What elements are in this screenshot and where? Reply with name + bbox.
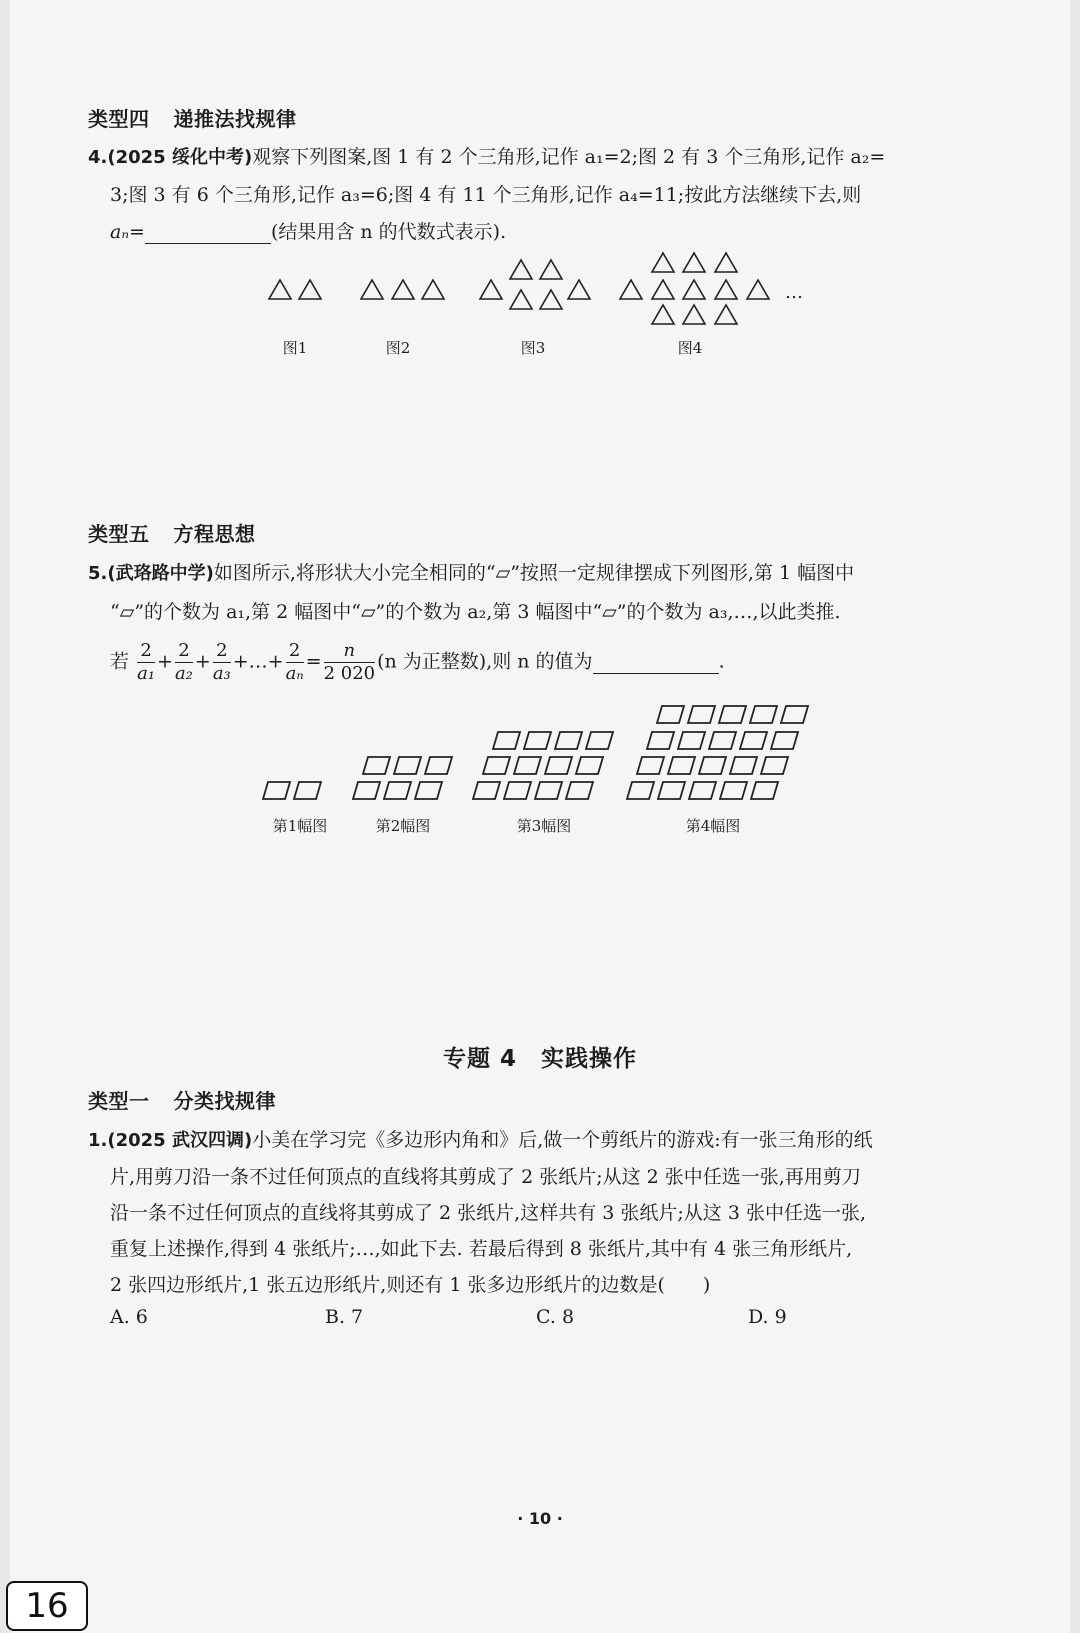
document-page [10, 0, 1070, 1633]
choice-d[interactable]: D. 9 [748, 1306, 787, 1328]
q1-line1 [88, 1125, 873, 1152]
q5-eq-prefix: 若 [110, 650, 130, 673]
fig1-parallelogram-2 [294, 782, 321, 799]
fig4-parallelogram-3 [719, 706, 746, 723]
q5-parallelogram-figures [10, 0, 1070, 850]
fig3-parallelogram-6 [514, 757, 541, 774]
fig4-parallelogram-2 [688, 706, 715, 723]
q1-source: (2025 武汉四调) [107, 1130, 253, 1151]
choice-c[interactable]: C. 8 [536, 1306, 575, 1328]
q5-caption-4: 第4幅图 [685, 817, 741, 835]
fig4-parallelogram-12 [668, 757, 695, 774]
q1-line4: 重复上述操作,得到 4 张纸片;…,如此下去. 若最后得到 8 张纸片,其中有 4 张三角形纸片, [110, 1238, 853, 1260]
fig4-parallelogram-10 [771, 732, 798, 749]
frac-3-den: a₃ [212, 663, 231, 684]
choice-a[interactable]: A. 6 [110, 1306, 148, 1328]
frac-1-num: 2 [137, 640, 155, 663]
fig4-parallelogram-18 [689, 782, 716, 799]
fig4-parallelogram-15 [761, 757, 788, 774]
topic-title: 专题 4 实践操作 [442, 1046, 637, 1072]
q5-caption-2: 第2幅图 [375, 817, 431, 835]
frac-rhs-den: 2 020 [323, 663, 376, 684]
fig3-parallelogram-5 [483, 757, 510, 774]
fig2-parallelogram-4 [353, 782, 380, 799]
fig4-parallelogram-17 [658, 782, 685, 799]
fig3-parallelogram-10 [504, 782, 531, 799]
frac-rhs-num: n [324, 640, 376, 663]
q1-line3: 沿一条不过任何顶点的直线将其剪成了 2 张纸片,这样共有 3 张纸片;从这 3 张中任选一张, [110, 1202, 866, 1224]
frac-n-num: 2 [286, 640, 304, 663]
q4-caption-4: 图4 [677, 339, 703, 357]
equals-sign: = [305, 650, 322, 673]
q5-source: (武珞路中学) [107, 563, 214, 584]
fig2-parallelogram-2 [394, 757, 421, 774]
q5-text-1: 如图所示,将形状大小完全相同的“▱”按照一定规律摆成下列图形,第 1 幅图中 [213, 562, 855, 584]
page-badge: 16 [6, 1581, 88, 1631]
fig3-parallelogram-12 [566, 782, 593, 799]
q4-ellipsis: … [785, 282, 803, 303]
fig3-parallelogram-8 [576, 757, 603, 774]
plus-2: + [194, 650, 211, 673]
q5-line2: “▱”的个数为 a₁,第 2 幅图中“▱”的个数为 a₂,第 3 幅图中“▱”的个数为 a₃,…,以此类推. [110, 601, 841, 623]
q4-line2: 3;图 3 有 6 个三角形,记作 a₃=6;图 4 有 11 个三角形,记作 a₄=11;按此方法继续下去,则 [110, 184, 862, 206]
section4-heading-title: 递推法找规律 [173, 107, 297, 131]
fig3-parallelogram-11 [535, 782, 562, 799]
fig2-parallelogram-5 [384, 782, 411, 799]
section4-heading-label: 类型四 [88, 107, 150, 131]
fig4-parallelogram-4 [750, 706, 777, 723]
fig4-parallelogram-9 [740, 732, 767, 749]
fig3-parallelogram-2 [524, 732, 551, 749]
frac-3-num: 2 [213, 640, 231, 663]
page-number: · 10 · [517, 1509, 563, 1528]
fig4-parallelogram-8 [709, 732, 736, 749]
q5-caption-3: 第3幅图 [516, 817, 572, 835]
fig3-parallelogram-1 [493, 732, 520, 749]
q1-number: 1. [88, 1130, 108, 1151]
q1-text-1: 小美在学习完《多边形内角和》后,做一个剪纸片的游戏:有一张三角形的纸 [252, 1129, 873, 1151]
q1-line5: 2 张四边形纸片,1 张五边形纸片,则还有 1 张多边形纸片的边数是( ) [110, 1274, 711, 1296]
frac-1-den: a₁ [137, 663, 156, 684]
fig4-parallelogram-20 [751, 782, 778, 799]
fig4-parallelogram-7 [678, 732, 705, 749]
q1-line2: 片,用剪刀沿一条不过任何顶点的直线将其剪成了 2 张纸片;从这 2 张中任选一张,再用剪刀 [110, 1166, 861, 1188]
q4-source: (2025 绥化中考) [107, 147, 253, 168]
fig3-parallelogram-3 [555, 732, 582, 749]
q4-number: 4. [88, 147, 108, 168]
q4-caption-1: 图1 [282, 339, 308, 357]
fig4-parallelogram-13 [699, 757, 726, 774]
fig1-parallelogram-1 [263, 782, 290, 799]
section1-heading-title: 分类找规律 [173, 1089, 276, 1113]
section5-heading-title: 方程思想 [173, 522, 256, 546]
q5-number: 5. [88, 563, 108, 584]
plus-dots: +…+ [232, 650, 284, 673]
q4-text-1: 观察下列图案,图 1 有 2 个三角形,记作 a₁=2;图 2 有 3 个三角形,记作 a₂= [252, 146, 886, 168]
fig4-parallelogram-19 [720, 782, 747, 799]
fig4-parallelogram-1 [657, 706, 684, 723]
q4-an-label: aₙ= [110, 221, 145, 243]
q4-caption-2: 图2 [385, 339, 411, 357]
choice-b[interactable]: B. 7 [325, 1306, 364, 1328]
q5-period: . [718, 650, 725, 673]
fig4-parallelogram-5 [781, 706, 808, 723]
q5-eq-suffix: (n 为正整数),则 n 的值为 [377, 650, 593, 673]
section1-heading-label: 类型一 [88, 1089, 150, 1113]
fig3-parallelogram-9 [473, 782, 500, 799]
fig4-parallelogram-6 [647, 732, 674, 749]
fig2-parallelogram-6 [415, 782, 442, 799]
plus-1: + [157, 650, 173, 673]
fig4-parallelogram-11 [637, 757, 664, 774]
q4-caption-3: 图3 [520, 339, 546, 357]
section5-heading-label: 类型五 [88, 522, 150, 546]
frac-2-den: a₂ [174, 663, 193, 684]
frac-n-den: aₙ [285, 663, 304, 684]
fig2-parallelogram-3 [425, 757, 452, 774]
fig4-parallelogram-16 [627, 782, 654, 799]
frac-2-num: 2 [175, 640, 193, 663]
q5-caption-1: 第1幅图 [272, 817, 328, 835]
section1-heading [88, 1085, 276, 1114]
q4-text-3: (结果用含 n 的代数式表示). [270, 221, 507, 243]
fig3-parallelogram-7 [545, 757, 572, 774]
fig2-parallelogram-1 [363, 757, 390, 774]
fig3-parallelogram-4 [586, 732, 613, 749]
fig4-parallelogram-14 [730, 757, 757, 774]
